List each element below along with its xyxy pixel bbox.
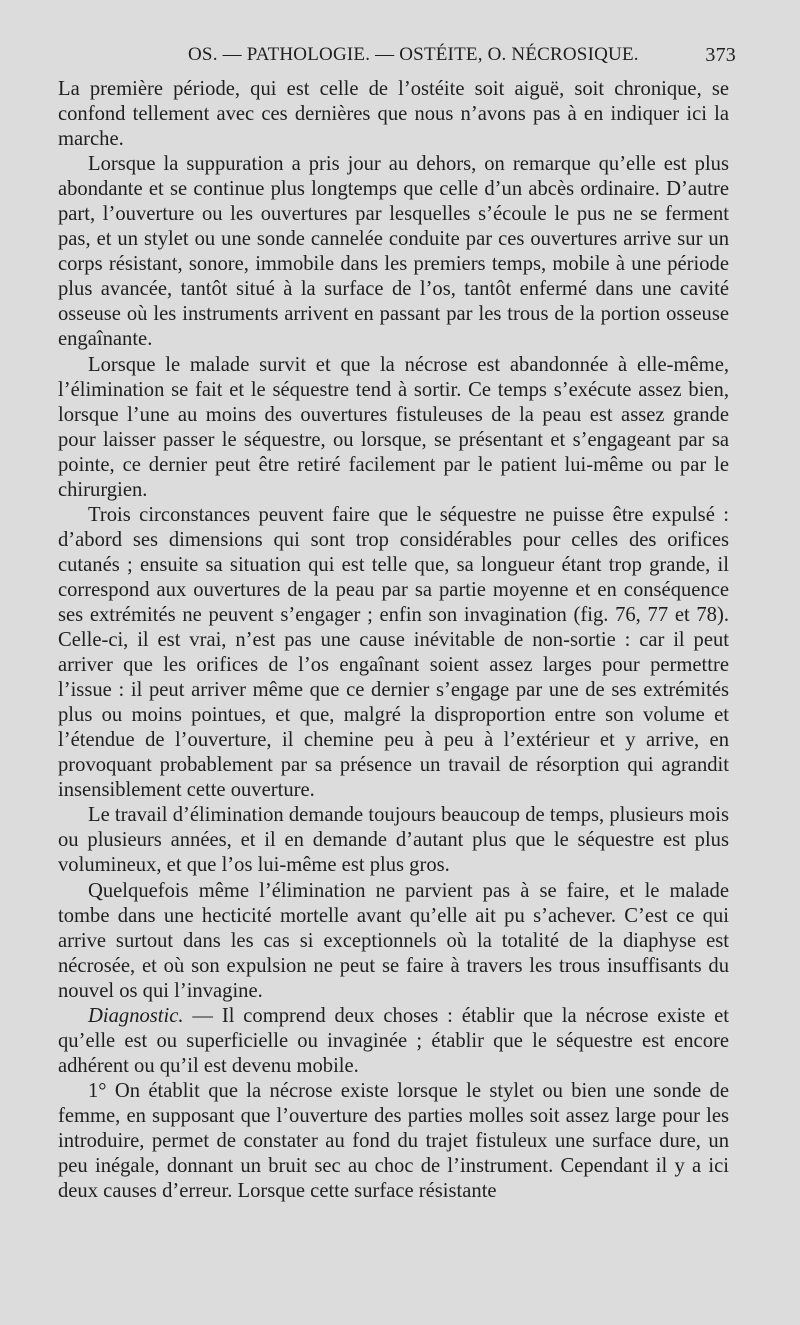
paragraph-5: Le travail d’élimination demande toujours beaucoup de temps, plusieurs mois ou plusieurs années, et il en demande d’autant plus que le séquestre est plus volumineux, et que l’os lui-même est plus gros. <box>58 804 729 877</box>
body-text <box>58 77 729 1204</box>
paragraph-3: Lorsque le malade survit et que la nécrose est abandonnée à elle-même, l’élimination se fait et le séquestre tend à sortir. Ce temps s’exécute assez bien, lorsque l’une au moins des ouvertures fistuleuses de la peau est assez grande pour laisser passer le séquestre, ou lorsque, se présentant et s’engageant par sa pointe, ce dernier peut être retiré facilement par le patient lui-même ou par le chirurgien. <box>58 353 729 501</box>
paragraph-7: Diagnostic. — Il comprend deux choses : établir que la nécrose existe et qu’elle est ou superficielle ou invaginée ; établir que le séquestre est encore adhérent ou qu’il est devenu mobile. <box>58 1004 729 1077</box>
paragraph-1: La première période, qui est celle de l’ostéite soit aiguë, soit chronique, se confond tellement avec ces dernières que nous n’avons pas à en indiquer ici la marche. <box>58 78 729 151</box>
page-number: 373 <box>705 44 736 66</box>
paragraph-6: Quelquefois même l’élimination ne parvient pas à se faire, et le malade tombe dans une hecticité mortelle avant qu’elle ait pu s’achever. C’est ce qui arrive surtout dans les cas si exceptionnels où la totalité de la diaphyse est nécrosée, et où son expulsion ne peut se faire à travers les trous insuffisants du nouvel os qui l’invagine. <box>58 879 729 1002</box>
paragraph-2: Lorsque la suppuration a pris jour au dehors, on remarque qu’elle est plus abondante et se continue plus longtemps que celle d’un abcès ordinaire. D’autre part, l’ouverture ou les ouvertures par lesquelles s’écoule le pus ne se ferment pas, et un stylet ou une sonde cannelée conduite par ces ouvertures arrive sur un corps résistant, sonore, immobile dans les premiers temps, mobile à une période plus avancée, tantôt situé à la surface de l’os, tantôt enfermé dans une cavité osseuse où les instruments arrivent en passant par les trous de la portion osseuse engaînante. <box>58 153 729 351</box>
page-header <box>62 44 736 68</box>
section-lead-diagnostic: Diagnostic. <box>88 1004 184 1027</box>
paragraph-8: 1° On établit que la nécrose existe lorsque le stylet ou bien une sonde de femme, en supposant que l’ouverture des parties molles soit assez large pour les introduire, permet de constater au fond du trajet fistuleux une surface dure, un peu inégale, donnant un bruit sec au choc de l’instrument. Cependant il y a ici deux causes d’erreur. Lorsque cette surface résistante <box>58 1079 729 1203</box>
paragraph-4: Trois circonstances peuvent faire que le séquestre ne puisse être expulsé : d’abord ses dimensions qui sont trop considérables pour celles des orifices cutanés ; ensuite sa situation qui est telle que, sa longueur étant trop grande, il correspond aux ouvertures de la peau par sa partie moyenne et en conséquence ses extrémités ne peuvent s’engager ; enfin son invagination (fig. 76, 77 et 78). Celle-ci, il est vrai, n’est pas une cause inévitable de non-sortie : car il peut arriver que les orifices de l’os engaînant soient assez larges pour permettre l’issue : il peut arriver même que ce dernier s’engage par une de ses extrémités plus ou moins pointues, et que, malgré la disproportion entre son volume et l’étendue de l’ouverture, il chemine peu à peu à l’extérieur et y arrive, en provoquant probablement par sa présence un travail de résorption qui agrandit insensiblement cette ouverture. <box>58 503 729 802</box>
running-title: OS. — PATHOLOGIE. — OSTÉITE, O. NÉCROSIQUE. <box>188 44 639 65</box>
